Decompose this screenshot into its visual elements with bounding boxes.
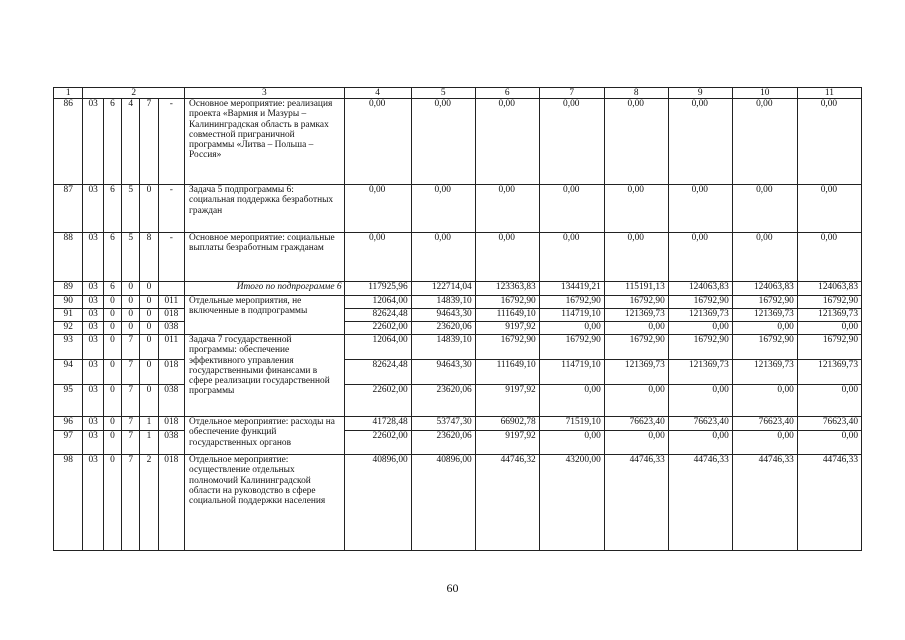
code-cell: 0 bbox=[103, 322, 121, 335]
value-cell: 43200,00 bbox=[539, 455, 604, 551]
value-cell: 0,00 bbox=[539, 185, 604, 233]
value-cell: 76623,40 bbox=[732, 417, 797, 431]
description-cell: Отдельное мероприятие: расходы на обеспечение функций государственных органов bbox=[185, 417, 345, 455]
code-cell: 7 bbox=[122, 360, 140, 385]
code-cell: 0 bbox=[103, 296, 121, 309]
code-cell: 5 bbox=[122, 185, 140, 233]
subtotal-label: Итого по подпрограмме 6 bbox=[185, 282, 345, 296]
value-cell: 76623,40 bbox=[668, 417, 732, 431]
value-cell: 121369,73 bbox=[668, 360, 732, 385]
value-cell: 124063,83 bbox=[797, 282, 861, 296]
value-cell: 9197,92 bbox=[475, 431, 539, 455]
value-cell: 0,00 bbox=[797, 233, 861, 282]
table-row bbox=[54, 417, 862, 431]
value-cell: 0,00 bbox=[344, 99, 411, 185]
value-cell: 124063,83 bbox=[668, 282, 732, 296]
page-number: 60 bbox=[446, 581, 459, 595]
value-cell: 0,00 bbox=[411, 99, 475, 185]
value-cell: 41728,48 bbox=[344, 417, 411, 431]
code-cell: 03 bbox=[83, 99, 103, 185]
header-cell: 1 bbox=[54, 88, 83, 99]
value-cell: 0,00 bbox=[732, 431, 797, 455]
value-cell: 0,00 bbox=[475, 233, 539, 282]
code-cell: 018 bbox=[158, 417, 184, 431]
code-cell: 0 bbox=[103, 431, 121, 455]
value-cell: 76623,40 bbox=[604, 417, 668, 431]
row-number: 87 bbox=[54, 185, 83, 233]
description-cell: Отдельные мероприятия, не включенные в подпрограммы bbox=[185, 296, 345, 335]
code-cell: 0 bbox=[103, 417, 121, 431]
table-row bbox=[54, 282, 862, 296]
code-cell: 038 bbox=[158, 322, 184, 335]
value-cell: 44746,33 bbox=[732, 455, 797, 551]
table-row bbox=[54, 233, 862, 282]
code-cell: 03 bbox=[83, 185, 103, 233]
code-cell: 038 bbox=[158, 431, 184, 455]
code-cell: 0 bbox=[103, 335, 121, 360]
code-cell: 7 bbox=[122, 385, 140, 417]
value-cell: 16792,90 bbox=[797, 335, 861, 360]
value-cell: 0,00 bbox=[668, 385, 732, 417]
description-cell: Задача 7 государственной программы: обеспечение эффективного управления государственными финансами в сфере реализации государственной программы bbox=[185, 335, 345, 417]
row-number: 86 bbox=[54, 99, 83, 185]
row-number: 94 bbox=[54, 360, 83, 385]
description-cell: Задача 5 подпрограммы 6: социальная поддержка безработных граждан bbox=[185, 185, 345, 233]
value-cell: 16792,90 bbox=[539, 335, 604, 360]
value-cell: 0,00 bbox=[732, 385, 797, 417]
value-cell: 0,00 bbox=[475, 185, 539, 233]
code-cell: 2 bbox=[140, 455, 158, 551]
value-cell: 71519,10 bbox=[539, 417, 604, 431]
value-cell: 0,00 bbox=[797, 322, 861, 335]
code-cell: 0 bbox=[122, 309, 140, 322]
row-number: 88 bbox=[54, 233, 83, 282]
header-cell: 7 bbox=[539, 88, 604, 99]
value-cell: 22602,00 bbox=[344, 431, 411, 455]
row-number: 95 bbox=[54, 385, 83, 417]
value-cell: 0,00 bbox=[604, 185, 668, 233]
header-cell: 6 bbox=[475, 88, 539, 99]
description-cell: Основное мероприятие: социальные выплаты безработным гражданам bbox=[185, 233, 345, 282]
value-cell: 121369,73 bbox=[732, 360, 797, 385]
value-cell: 44746,33 bbox=[797, 455, 861, 551]
code-cell: 0 bbox=[140, 309, 158, 322]
code-cell: 0 bbox=[140, 322, 158, 335]
value-cell: 0,00 bbox=[539, 322, 604, 335]
table-row bbox=[54, 385, 862, 417]
value-cell: 22602,00 bbox=[344, 322, 411, 335]
row-number: 91 bbox=[54, 309, 83, 322]
value-cell: 122714,04 bbox=[411, 282, 475, 296]
value-cell: 22602,00 bbox=[344, 385, 411, 417]
value-cell: 0,00 bbox=[604, 99, 668, 185]
code-cell: 0 bbox=[103, 455, 121, 551]
value-cell: 82624,48 bbox=[344, 360, 411, 385]
description-cell: Отдельное мероприятие: осуществление отдельных полномочий Калининградской области на руководство в сфере социальной поддержки населения bbox=[185, 455, 345, 551]
code-cell: 03 bbox=[83, 417, 103, 431]
description-cell: Основное мероприятие: реализация проекта «Вармия и Мазуры – Калининградская область в рамках совместной приграничной программы «Литва – Польша – Россия» bbox=[185, 99, 345, 185]
value-cell: 0,00 bbox=[797, 99, 861, 185]
value-cell: 121369,73 bbox=[604, 360, 668, 385]
value-cell: 0,00 bbox=[668, 185, 732, 233]
value-cell: 16792,90 bbox=[668, 296, 732, 309]
value-cell: 40896,00 bbox=[411, 455, 475, 551]
value-cell: 94643,30 bbox=[411, 360, 475, 385]
code-cell: 0 bbox=[140, 282, 158, 296]
value-cell: 44746,33 bbox=[668, 455, 732, 551]
code-cell: 0 bbox=[140, 185, 158, 233]
value-cell: 44746,32 bbox=[475, 455, 539, 551]
code-cell: 03 bbox=[83, 322, 103, 335]
code-cell: 038 bbox=[158, 385, 184, 417]
value-cell: 16792,90 bbox=[732, 335, 797, 360]
code-cell: 03 bbox=[83, 431, 103, 455]
value-cell: 121369,73 bbox=[668, 309, 732, 322]
code-cell: 1 bbox=[140, 417, 158, 431]
code-cell: 018 bbox=[158, 309, 184, 322]
code-cell: 6 bbox=[103, 233, 121, 282]
header-cell: 10 bbox=[732, 88, 797, 99]
code-cell: 0 bbox=[140, 385, 158, 417]
table-row bbox=[54, 322, 862, 335]
value-cell: 114719,10 bbox=[539, 360, 604, 385]
value-cell: 0,00 bbox=[668, 431, 732, 455]
value-cell: 123363,83 bbox=[475, 282, 539, 296]
value-cell: 111649,10 bbox=[475, 360, 539, 385]
value-cell: 0,00 bbox=[539, 385, 604, 417]
value-cell: 9197,92 bbox=[475, 322, 539, 335]
code-cell: 03 bbox=[83, 360, 103, 385]
value-cell: 16792,90 bbox=[539, 296, 604, 309]
code-cell: 0 bbox=[122, 296, 140, 309]
header-cell: 8 bbox=[604, 88, 668, 99]
code-cell: 6 bbox=[103, 99, 121, 185]
code-cell: 0 bbox=[140, 335, 158, 360]
code-cell: 0 bbox=[122, 322, 140, 335]
table-row bbox=[54, 455, 862, 551]
header-cell: 9 bbox=[668, 88, 732, 99]
code-cell: 4 bbox=[122, 99, 140, 185]
value-cell: 23620,06 bbox=[411, 431, 475, 455]
value-cell: 0,00 bbox=[732, 233, 797, 282]
code-cell: 7 bbox=[122, 417, 140, 431]
code-cell: 03 bbox=[83, 385, 103, 417]
value-cell: 23620,06 bbox=[411, 385, 475, 417]
table-row bbox=[54, 99, 862, 185]
code-cell: 03 bbox=[83, 282, 103, 296]
row-number: 93 bbox=[54, 335, 83, 360]
row-number: 98 bbox=[54, 455, 83, 551]
value-cell: 82624,48 bbox=[344, 309, 411, 322]
code-cell: - bbox=[158, 99, 184, 185]
code-cell: 0 bbox=[140, 360, 158, 385]
code-cell: 5 bbox=[122, 233, 140, 282]
value-cell: 12064,00 bbox=[344, 296, 411, 309]
value-cell: 0,00 bbox=[539, 233, 604, 282]
value-cell: 76623,40 bbox=[797, 417, 861, 431]
value-cell: 16792,90 bbox=[475, 296, 539, 309]
row-number: 97 bbox=[54, 431, 83, 455]
header-cell: 4 bbox=[344, 88, 411, 99]
code-cell: 011 bbox=[158, 296, 184, 309]
value-cell: 9197,92 bbox=[475, 385, 539, 417]
value-cell: 114719,10 bbox=[539, 309, 604, 322]
code-cell: 03 bbox=[83, 296, 103, 309]
value-cell: 0,00 bbox=[732, 99, 797, 185]
row-number: 96 bbox=[54, 417, 83, 431]
value-cell: 0,00 bbox=[797, 385, 861, 417]
value-cell: 121369,73 bbox=[797, 309, 861, 322]
value-cell: 0,00 bbox=[539, 431, 604, 455]
value-cell: 121369,73 bbox=[604, 309, 668, 322]
header-cell: 3 bbox=[185, 88, 345, 99]
code-cell: 1 bbox=[140, 431, 158, 455]
value-cell: 16792,90 bbox=[604, 296, 668, 309]
code-cell: 03 bbox=[83, 309, 103, 322]
code-cell: 8 bbox=[140, 233, 158, 282]
code-cell: 7 bbox=[122, 431, 140, 455]
value-cell: 16792,90 bbox=[604, 335, 668, 360]
value-cell: 115191,13 bbox=[604, 282, 668, 296]
value-cell: 44746,33 bbox=[604, 455, 668, 551]
table-row bbox=[54, 309, 862, 322]
value-cell: 16792,90 bbox=[797, 296, 861, 309]
value-cell: 121369,73 bbox=[797, 360, 861, 385]
table-row bbox=[54, 296, 862, 309]
value-cell: 0,00 bbox=[732, 322, 797, 335]
code-cell: - bbox=[158, 185, 184, 233]
value-cell: 111649,10 bbox=[475, 309, 539, 322]
value-cell: 0,00 bbox=[732, 185, 797, 233]
value-cell: 53747,30 bbox=[411, 417, 475, 431]
value-cell: 23620,06 bbox=[411, 322, 475, 335]
code-cell: 7 bbox=[122, 335, 140, 360]
code-cell: 0 bbox=[122, 282, 140, 296]
value-cell: 0,00 bbox=[604, 385, 668, 417]
value-cell: 0,00 bbox=[344, 233, 411, 282]
value-cell: 0,00 bbox=[668, 233, 732, 282]
row-number: 90 bbox=[54, 296, 83, 309]
code-cell: 011 bbox=[158, 335, 184, 360]
value-cell: 0,00 bbox=[604, 431, 668, 455]
value-cell: 0,00 bbox=[797, 431, 861, 455]
code-cell: 6 bbox=[103, 282, 121, 296]
value-cell: 121369,73 bbox=[732, 309, 797, 322]
value-cell: 16792,90 bbox=[732, 296, 797, 309]
code-cell: 0 bbox=[103, 360, 121, 385]
value-cell: 40896,00 bbox=[344, 455, 411, 551]
value-cell: 66902,78 bbox=[475, 417, 539, 431]
value-cell: 0,00 bbox=[604, 322, 668, 335]
budget-table bbox=[53, 87, 862, 551]
value-cell: 0,00 bbox=[344, 185, 411, 233]
header-cell: 5 bbox=[411, 88, 475, 99]
value-cell: 117925,96 bbox=[344, 282, 411, 296]
code-cell: 0 bbox=[140, 296, 158, 309]
header-cell: 11 bbox=[797, 88, 861, 99]
code-cell: 6 bbox=[103, 185, 121, 233]
value-cell: 0,00 bbox=[797, 185, 861, 233]
row-number: 89 bbox=[54, 282, 83, 296]
value-cell: 134419,21 bbox=[539, 282, 604, 296]
value-cell: 0,00 bbox=[411, 185, 475, 233]
code-cell: 03 bbox=[83, 455, 103, 551]
value-cell: 94643,30 bbox=[411, 309, 475, 322]
value-cell: 14839,10 bbox=[411, 335, 475, 360]
header-row bbox=[54, 88, 862, 99]
table-row bbox=[54, 185, 862, 233]
value-cell: 0,00 bbox=[668, 99, 732, 185]
code-cell: 7 bbox=[140, 99, 158, 185]
table-row bbox=[54, 360, 862, 385]
value-cell: 16792,90 bbox=[668, 335, 732, 360]
header-cell: 2 bbox=[83, 88, 185, 99]
value-cell: 0,00 bbox=[668, 322, 732, 335]
value-cell: 0,00 bbox=[604, 233, 668, 282]
value-cell: 0,00 bbox=[539, 99, 604, 185]
table-row bbox=[54, 335, 862, 360]
code-cell: 03 bbox=[83, 335, 103, 360]
code-cell: 018 bbox=[158, 360, 184, 385]
value-cell: 0,00 bbox=[411, 233, 475, 282]
value-cell: 16792,90 bbox=[475, 335, 539, 360]
table-row bbox=[54, 431, 862, 455]
value-cell: 0,00 bbox=[475, 99, 539, 185]
code-cell: 0 bbox=[103, 385, 121, 417]
code-cell: - bbox=[158, 233, 184, 282]
value-cell: 124063,83 bbox=[732, 282, 797, 296]
code-cell: 03 bbox=[83, 233, 103, 282]
code-cell: 7 bbox=[122, 455, 140, 551]
row-number: 92 bbox=[54, 322, 83, 335]
code-cell bbox=[158, 282, 184, 296]
value-cell: 12064,00 bbox=[344, 335, 411, 360]
code-cell: 0 bbox=[103, 309, 121, 322]
value-cell: 14839,10 bbox=[411, 296, 475, 309]
code-cell: 018 bbox=[158, 455, 184, 551]
